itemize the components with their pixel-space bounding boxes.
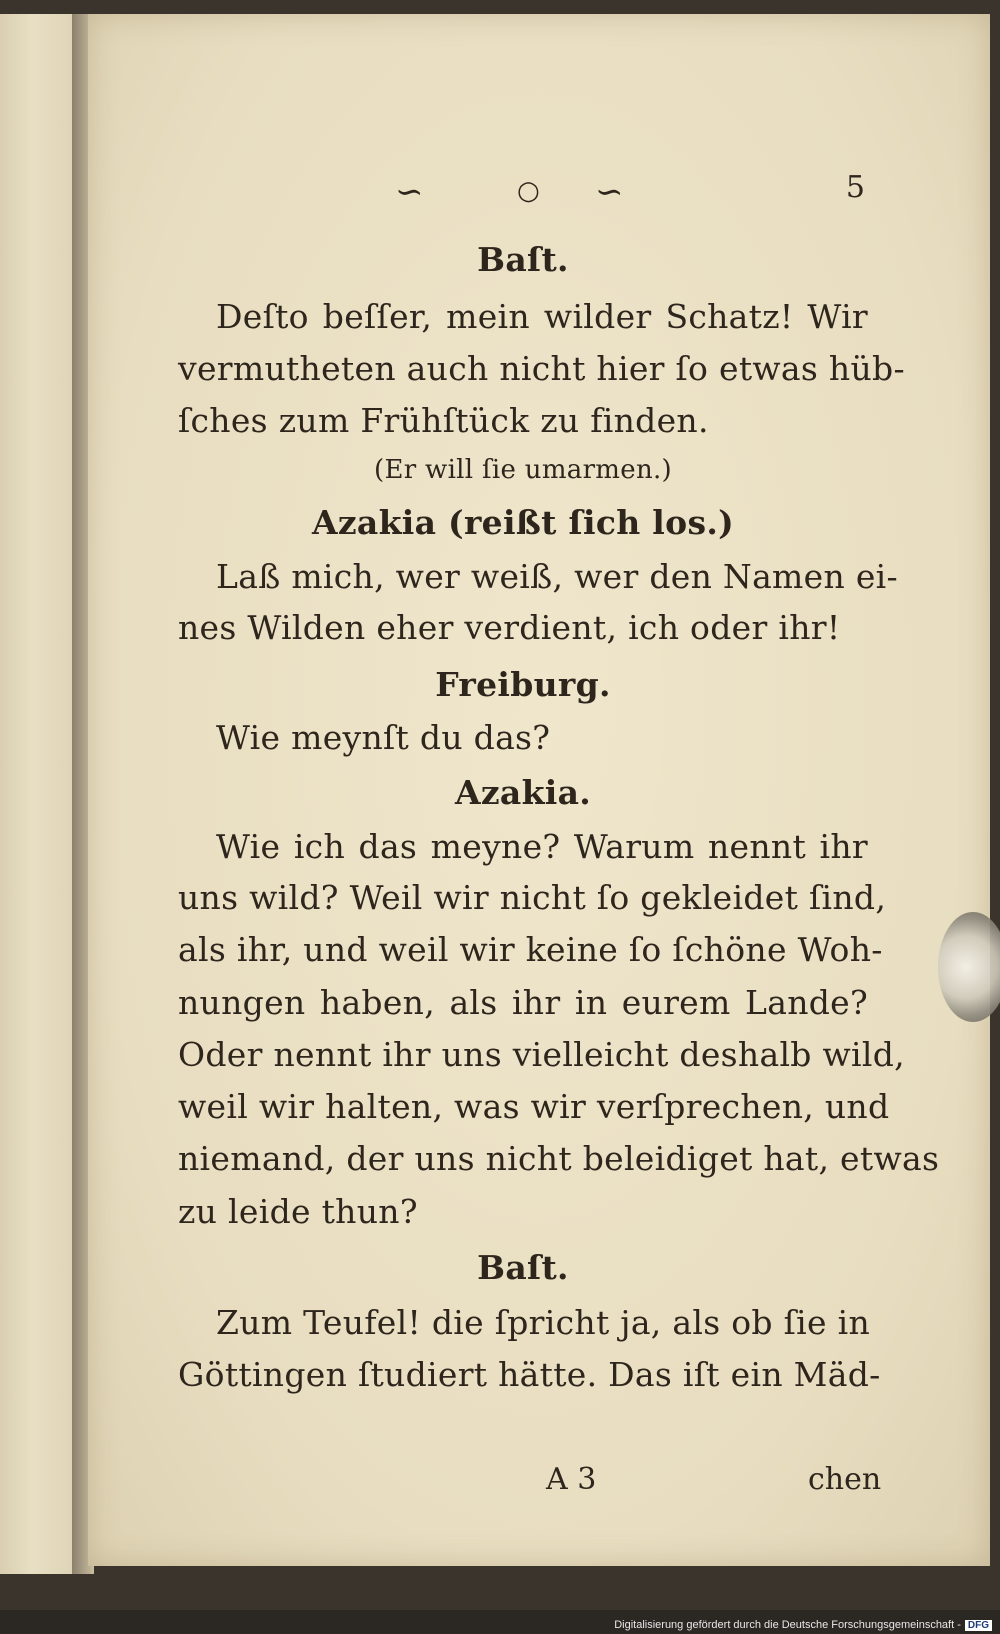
text-line: Oder nennt ihr uns vielleicht deshalb wild, xyxy=(178,1035,905,1074)
text-line: Zum Teufel! die ſpricht ja, als ob ſie in xyxy=(216,1303,871,1342)
text-line: Wie ich das meyne? Warum nennt ihr xyxy=(216,827,868,866)
catchword: chen xyxy=(808,1462,882,1497)
ornament-left-icon: ∽ xyxy=(395,172,424,212)
ornament-right-icon: ∽ xyxy=(595,172,624,212)
text-line: nes Wilden eher verdient, ich oder ihr! xyxy=(178,608,841,647)
text-line: ſches zum Frühſtück zu finden. xyxy=(178,401,709,440)
text-line: vermutheten auch nicht hier ſo etwas hüb- xyxy=(178,349,905,388)
text-line: Göttingen ſtudiert hätte. Das iſt ein Mäd- xyxy=(178,1355,881,1394)
left-page-edge xyxy=(0,14,82,1574)
speaker-name: Baſt. xyxy=(477,240,569,279)
text-line: Deſto beſſer, mein wilder Schatz! Wir xyxy=(216,297,868,336)
thumb-holding-page xyxy=(938,912,1000,1022)
text-line: nungen haben, als ihr in eurem Lande? xyxy=(178,983,868,1022)
ornament-circle-icon: ○ xyxy=(517,176,540,206)
speaker-name: Azakia (reißt ſich los.) xyxy=(311,503,735,542)
text-line: uns wild? Weil wir nicht ſo gekleidet ſind, xyxy=(178,878,887,917)
text-line: als ihr, und weil wir keine ſo ſchöne Woh- xyxy=(178,930,883,969)
text-line: Laß mich, wer weiß, wer den Namen ei- xyxy=(216,557,898,596)
page-header xyxy=(395,168,865,212)
speaker-name: Freiburg. xyxy=(435,665,611,704)
credit-text: Digitalisierung gefördert durch die Deutsche Forschungsgemeinschaft - xyxy=(614,1619,961,1631)
dfg-logo-icon: DFG xyxy=(965,1620,992,1631)
text-line: weil wir halten, was wir verſprechen, und xyxy=(178,1087,890,1126)
page-number: 5 xyxy=(845,170,865,205)
stage-direction: (Er will ſie umarmen.) xyxy=(374,455,672,485)
digitization-credit xyxy=(614,1617,992,1633)
speaker-name: Azakia. xyxy=(454,773,592,812)
text-line: niemand, der uns nicht beleidiget hat, etwas xyxy=(178,1139,940,1178)
speaker-name: Baſt. xyxy=(477,1248,569,1287)
text-line: zu leide thun? xyxy=(178,1192,418,1231)
text-line: Wie meynſt du das? xyxy=(216,718,551,757)
signature-mark: A 3 xyxy=(546,1462,597,1497)
